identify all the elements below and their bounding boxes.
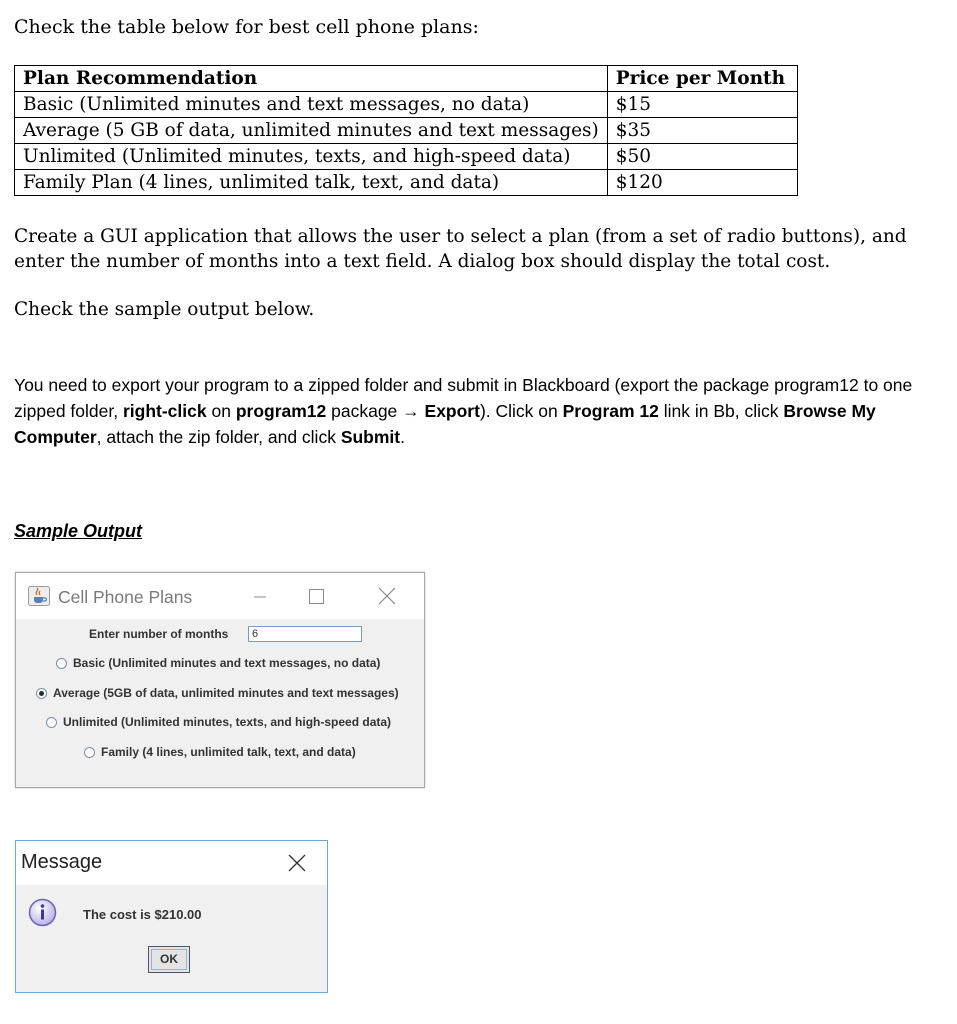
- window-content: [16, 619, 424, 787]
- export-text: link in Bb, click: [658, 401, 784, 421]
- intro-text: Check the table below for best cell phone plans:: [14, 16, 479, 38]
- export-text: package →: [326, 401, 425, 421]
- export-bold-export: Export: [424, 401, 480, 421]
- plan-cell: Family Plan (4 lines, unlimited talk, text, and data): [15, 170, 608, 196]
- minimize-button[interactable]: [244, 582, 276, 610]
- radio-button[interactable]: [56, 658, 67, 669]
- dialog-titlebar: [16, 841, 327, 885]
- plan-cell: Average (5 GB of data, unlimited minutes and text messages): [15, 118, 608, 144]
- price-cell: $120: [607, 170, 797, 196]
- table-row: [15, 118, 798, 144]
- dialog-close-button[interactable]: [280, 847, 314, 879]
- dialog-title: Message: [21, 851, 103, 873]
- maximize-button[interactable]: [300, 582, 332, 610]
- cell-phone-plans-window: [15, 572, 425, 788]
- radio-button[interactable]: [84, 747, 95, 758]
- table-row: [15, 144, 798, 170]
- export-text: You need to export your program to a zipped folder and submit in Blackboard (export the package program12 to one zipped folder,: [14, 375, 913, 421]
- minimize-icon: [244, 582, 276, 610]
- table-row: [15, 92, 798, 118]
- export-bold-program-link: Program 12: [562, 401, 659, 421]
- price-cell: $50: [607, 144, 797, 170]
- close-icon: [280, 847, 314, 879]
- ok-button[interactable]: [148, 946, 190, 973]
- export-text: on: [206, 401, 236, 421]
- export-bold-submit: Submit: [340, 427, 401, 447]
- export-instructions: [14, 372, 939, 450]
- export-text: .: [400, 427, 405, 447]
- radio-basic[interactable]: [56, 655, 380, 671]
- radio-button[interactable]: [46, 717, 57, 728]
- cost-message: The cost is $210.00: [83, 907, 202, 922]
- message-dialog: [15, 840, 328, 993]
- export-bold-right-click: right-click: [122, 401, 207, 421]
- table-row: [15, 170, 798, 196]
- plans-table: [14, 65, 798, 196]
- export-text: , attach the zip folder, and click: [96, 427, 341, 447]
- ok-label: OK: [151, 949, 187, 970]
- header-plan: Plan Recommendation: [15, 66, 608, 92]
- table-header-row: [15, 66, 798, 92]
- plan-cell: Unlimited (Unlimited minutes, texts, and high-speed data): [15, 144, 608, 170]
- check-sample-text: Check the sample output below.: [14, 299, 315, 320]
- price-cell: $15: [607, 92, 797, 118]
- close-button[interactable]: [371, 582, 403, 610]
- plan-cell: Basic (Unlimited minutes and text messages, no data): [15, 92, 608, 118]
- radio-button-selected[interactable]: [36, 688, 47, 699]
- radio-average[interactable]: [36, 685, 399, 701]
- radio-label: Average (5GB of data, unlimited minutes and text messages): [53, 686, 399, 700]
- java-cup-icon: [28, 586, 50, 606]
- radio-label: Basic (Unlimited minutes and text messages, no data): [73, 656, 381, 670]
- radio-unlimited[interactable]: [46, 714, 391, 730]
- sample-output-heading: Sample Output: [14, 521, 143, 541]
- radio-label: Unlimited (Unlimited minutes, texts, and high-speed data): [63, 715, 392, 729]
- header-price: Price per Month: [607, 66, 797, 92]
- close-icon: [371, 582, 403, 610]
- radio-label: Family (4 lines, unlimited talk, text, and data): [101, 745, 356, 759]
- info-icon: [28, 898, 57, 927]
- window-titlebar: [16, 573, 424, 619]
- export-bold-browse: Browse My Computer: [14, 401, 876, 447]
- export-bold-package: program12: [235, 401, 327, 421]
- radio-family[interactable]: [84, 744, 356, 760]
- price-cell: $35: [607, 118, 797, 144]
- months-input[interactable]: [248, 626, 362, 642]
- assignment-description: Create a GUI application that allows the user to select a plan (from a set of radio buttons), and enter the number of months into a text field. A dialog box should display the total cost.: [14, 226, 907, 272]
- months-label: Enter number of months: [89, 627, 229, 641]
- export-text: ). Click on: [479, 401, 563, 421]
- maximize-icon: [300, 582, 332, 610]
- window-title: Cell Phone Plans: [58, 587, 193, 607]
